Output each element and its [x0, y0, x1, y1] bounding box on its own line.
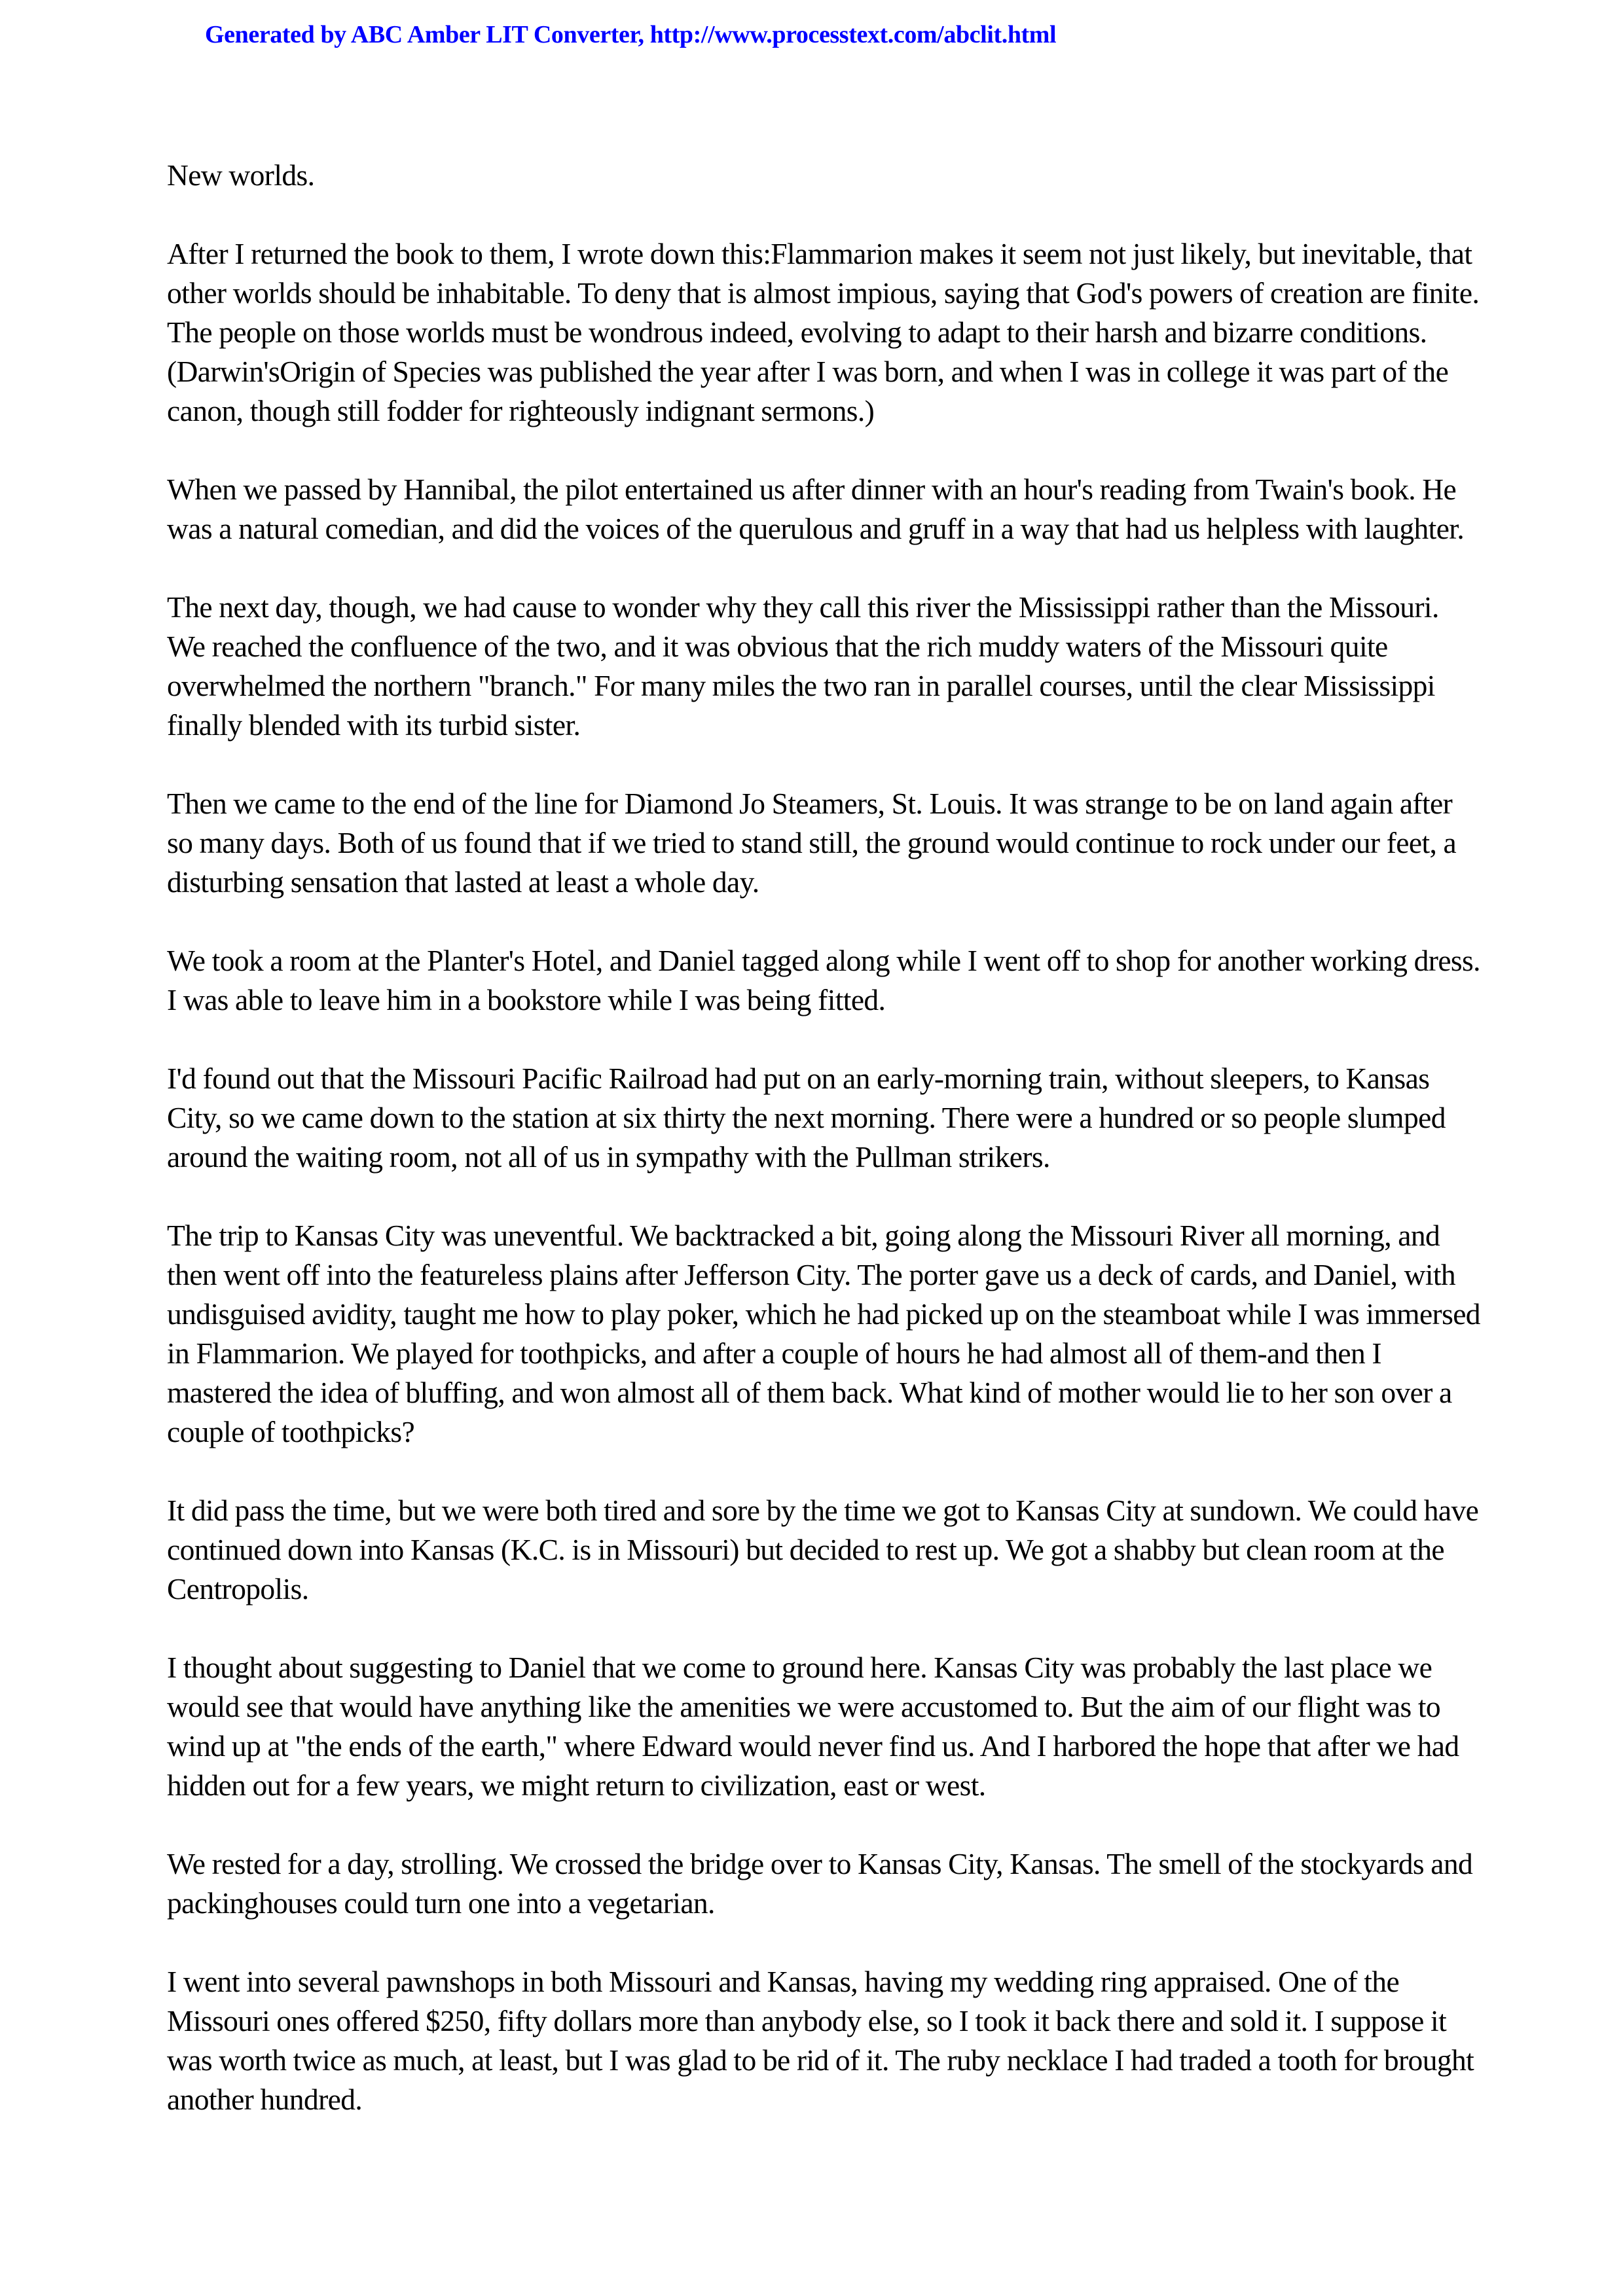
paragraph: The next day, though, we had cause to wonder why they call this river the Mississippi rather than the Missouri. We reached the confluence of the two, and it was obvious that the rich muddy waters of the Missouri quite overwhelmed the northern "branch." For many miles the two ran in parallel courses, until the clear Mississippi finally blended with its turbid sister.	[167, 590, 1439, 742]
paragraph: After I returned the book to them, I wrote down this:Flammarion makes it seem not just likely, but inevitable, that other worlds should be inhabitable. To deny that is almost impious, saying that God's powers of creation are finite. The people on those worlds must be wondrous indeed, evolving to adapt to their harsh and bizarre conditions. (Darwin'sOrigin of Species was published the year after I was born, and when I was in college it was part of the canon, though still fodder for righteously indignant sermons.)	[167, 237, 1480, 427]
paragraph: We rested for a day, strolling. We crossed the bridge over to Kansas City, Kansas. The smell of the stockyards and packinghouses could turn one into a vegetarian.	[167, 1847, 1473, 1920]
paragraph: Then we came to the end of the line for Diamond Jo Steamers, St. Louis. It was strange to be on land again after so many days. Both of us found that if we tried to stand still, the ground would continue to rock under our feet, a disturbing sensation that lasted at least a whole day.	[167, 787, 1457, 899]
document-body	[167, 156, 1483, 2159]
paragraph: It did pass the time, but we were both tired and sore by the time we got to Kansas City at sundown. We could have continued down into Kansas (K.C. is in Missouri) but decided to rest up. We got a shabby but clean room at the Centropolis.	[167, 1494, 1479, 1605]
paragraph: I thought about suggesting to Daniel that we come to ground here. Kansas City was probably the last place we would see that would have anything like the amenities we were accustomed to. But the aim of our flight was to wind up at "the ends of the earth," where Edward would never find us. And I harbored the hope that after we had hidden out for a few years, we might return to civilization, east or west.	[167, 1651, 1459, 1802]
paragraph: The trip to Kansas City was uneventful. We backtracked a bit, going along the Missouri River all morning, and then went off into the featureless plains after Jefferson City. The porter gave us a deck of cards, and Daniel, with undisguised avidity, taught me how to play poker, which he had picked up on the steamboat while I was immersed in Flammarion. We played for toothpicks, and after a couple of hours he had almost all of them-and then I mastered the idea of bluffing, and won almost all of them back. What kind of mother would lie to her son over a couple of toothpicks?	[167, 1219, 1480, 1448]
paragraph: We took a room at the Planter's Hotel, and Daniel tagged along while I went off to shop for another working dress. I was able to leave him in a bookstore while I was being fitted.	[167, 944, 1480, 1016]
paragraph: I went into several pawnshops in both Missouri and Kansas, having my wedding ring appraised. One of the Missouri ones offered $250, fifty dollars more than anybody else, so I took it back there and sold it. I suppose it was worth twice as much, at least, but I was glad to be rid of it. The ruby necklace I had traded a tooth for brought another hundred.	[167, 1965, 1474, 2116]
paragraph: I'd found out that the Missouri Pacific Railroad had put on an early-morning train, without sleepers, to Kansas City, so we came down to the station at six thirty the next morning. There were a hundred or so people slumped around the waiting room, not all of us in sympathy with the Pullman strikers.	[167, 1062, 1446, 1174]
paragraph: When we passed by Hannibal, the pilot entertained us after dinner with an hour's reading from Twain's book. He was a natural comedian, and did the voices of the querulous and gruff in a way that had us helpless with laughter.	[167, 473, 1465, 545]
paragraph: New worlds.	[167, 158, 315, 192]
converter-header: Generated by ABC Amber LIT Converter, http://www.processtext.com/abclit.html	[205, 21, 1057, 48]
